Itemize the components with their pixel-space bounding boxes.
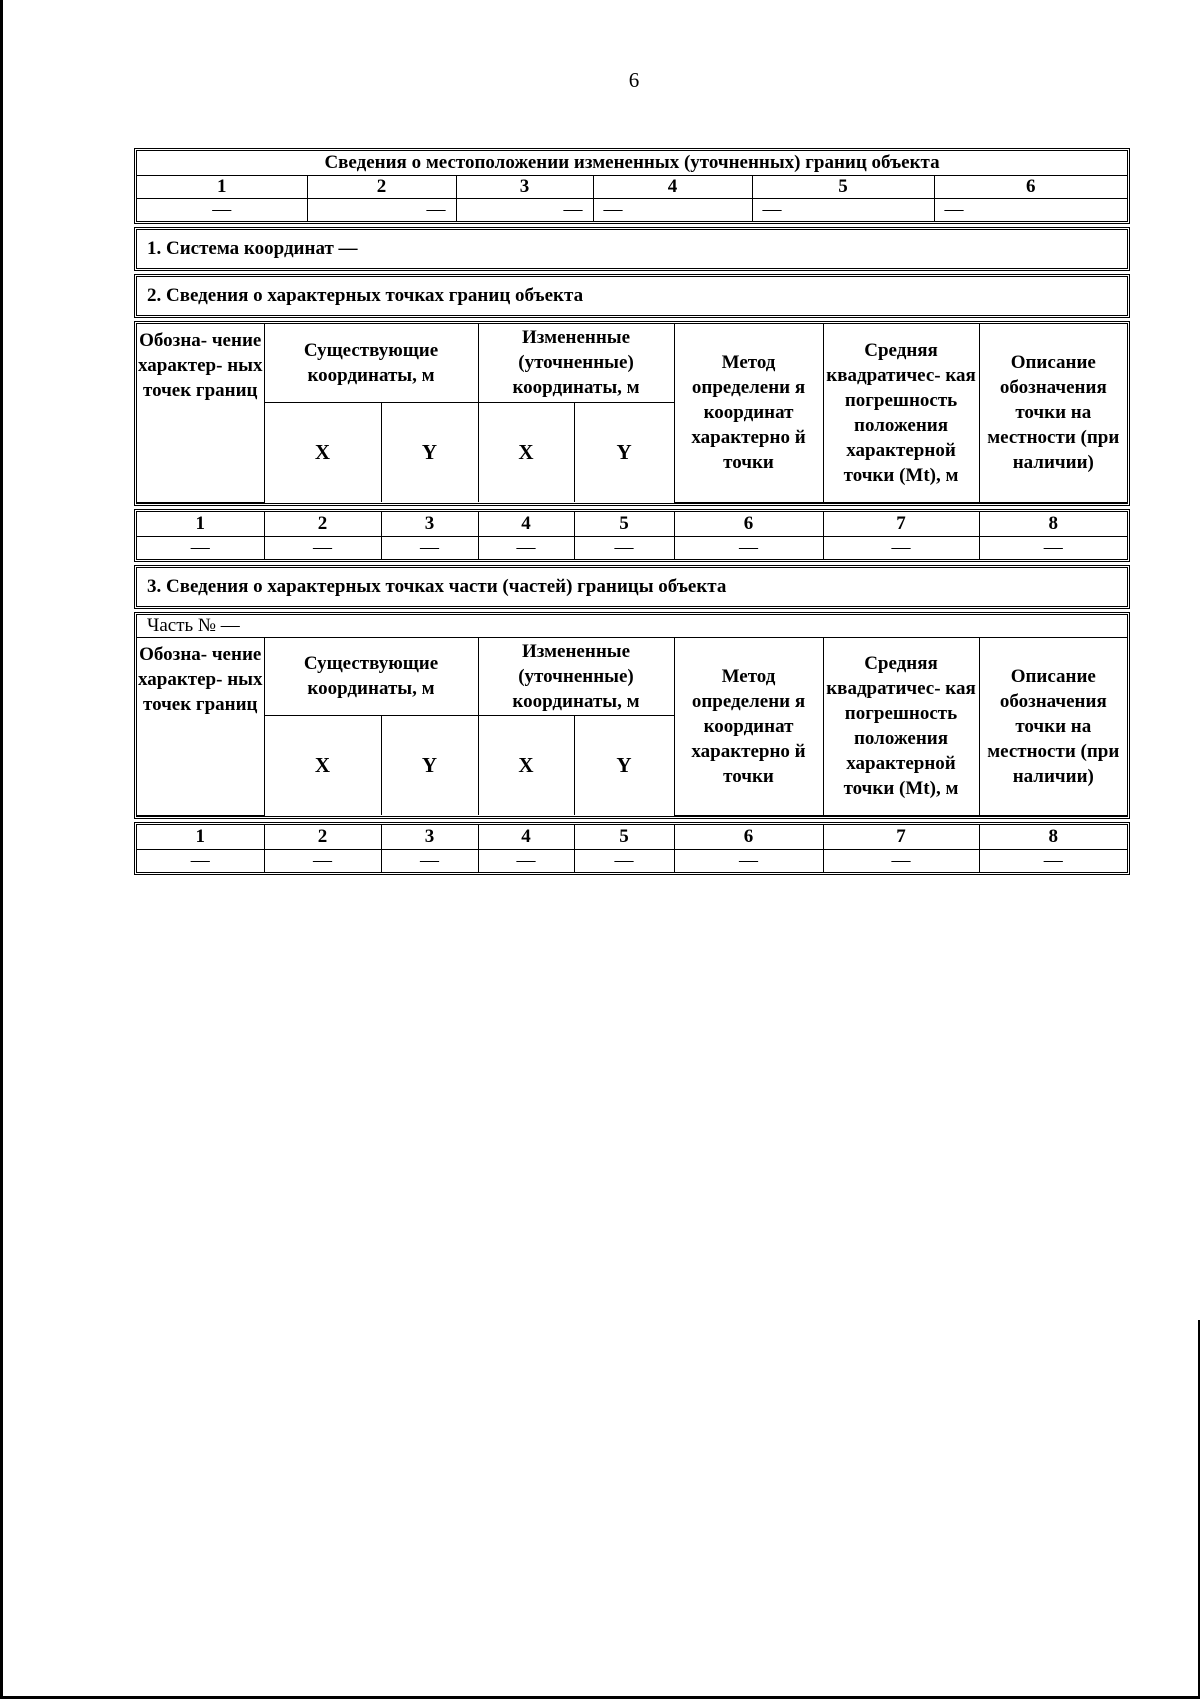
table-cell: — [823, 536, 979, 559]
col-number: 3 [456, 176, 593, 199]
col-number: 8 [979, 512, 1127, 537]
header-changed-coordinates: Измененные (уточненные) координаты, м [478, 324, 674, 402]
section-2-column-numbers [137, 512, 1127, 537]
table-cell: — [674, 849, 823, 872]
col-number: 3 [381, 825, 478, 850]
section-2-block [134, 274, 1130, 318]
scan-edge-left [0, 0, 3, 1699]
header-mean-square-error: Средняя квадратичес- кая погрешность положения характерной точки (Mt), м [823, 324, 979, 502]
section-3-table-block [134, 612, 1130, 819]
table-row [137, 536, 1127, 559]
section-2-table-block [134, 321, 1130, 506]
header-existing-coordinates: Существующие координаты, м [264, 637, 478, 715]
header-existing-coordinates: Существующие координаты, м [264, 324, 478, 402]
header-method: Метод определени я координат характерно й точки [674, 637, 823, 815]
col-number: 1 [137, 825, 264, 850]
table-row [137, 199, 1127, 222]
col-number: 6 [934, 176, 1127, 199]
table-cell: — [478, 849, 574, 872]
table-cell: — [574, 849, 674, 872]
table-cell: — [137, 536, 264, 559]
table-cell: — [752, 199, 934, 222]
header-designation: Обозна- чение характер- ных точек границ [137, 637, 264, 815]
col-number: 2 [307, 176, 456, 199]
header-changed-y: Y [574, 402, 674, 502]
col-number: 3 [381, 512, 478, 537]
section-3-block [134, 565, 1130, 609]
part-label: Часть № — [137, 615, 1127, 638]
col-number: 7 [823, 825, 979, 850]
section-2-table [137, 324, 1127, 503]
boundary-info-block [134, 148, 1130, 224]
section-2-data-block [134, 509, 1130, 562]
header-changed-x: X [478, 402, 574, 502]
header-existing-x: X [264, 402, 381, 502]
table-cell: — [823, 849, 979, 872]
header-mean-square-error: Средняя квадратичес- кая погрешность положения характерной точки (Mt), м [823, 637, 979, 815]
col-number: 6 [674, 825, 823, 850]
col-number: 2 [264, 512, 381, 537]
col-number: 1 [137, 512, 264, 537]
boundary-info-column-numbers [137, 176, 1127, 199]
col-number: 6 [674, 512, 823, 537]
table-cell: — [674, 536, 823, 559]
section-3-table [137, 615, 1127, 816]
header-existing-x: X [264, 715, 381, 815]
table-cell: — [137, 849, 264, 872]
table-cell: — [307, 199, 456, 222]
section-3-column-numbers [137, 825, 1127, 850]
header-description: Описание обозначения точки на местности (при наличии) [979, 637, 1127, 815]
table-cell: — [264, 536, 381, 559]
col-number: 4 [478, 825, 574, 850]
boundary-info-title: Сведения о местоположении измененных (уточненных) границ объекта [137, 151, 1127, 176]
table-cell: — [593, 199, 752, 222]
col-number: 7 [823, 512, 979, 537]
header-changed-coordinates: Измененные (уточненные) координаты, м [478, 637, 674, 715]
table-cell: — [478, 536, 574, 559]
table-cell: — [456, 199, 593, 222]
table-row [137, 849, 1127, 872]
table-cell: — [979, 536, 1127, 559]
header-description: Описание обозначения точки на местности (при наличии) [979, 324, 1127, 502]
header-method: Метод определени я координат характерно й точки [674, 324, 823, 502]
header-existing-y: Y [381, 715, 478, 815]
col-number: 8 [979, 825, 1127, 850]
section-1-title: 1. Система координат — [147, 238, 358, 259]
table-cell: — [381, 849, 478, 872]
table-cell: — [381, 536, 478, 559]
section-3-data-table [137, 825, 1127, 872]
table-cell: — [979, 849, 1127, 872]
col-number: 5 [752, 176, 934, 199]
section-2-data-table [137, 512, 1127, 559]
table-cell: — [264, 849, 381, 872]
header-changed-x: X [478, 715, 574, 815]
section-2-title: 2. Сведения о характерных точках границ объекта [147, 285, 584, 306]
section-3-data-block [134, 822, 1130, 875]
table-cell: — [934, 199, 1127, 222]
document-tables [134, 148, 1130, 878]
table-cell: — [137, 199, 307, 222]
page-number: 6 [628, 68, 640, 92]
section-1-block [134, 227, 1130, 271]
header-changed-y: Y [574, 715, 674, 815]
col-number: 2 [264, 825, 381, 850]
header-existing-y: Y [381, 402, 478, 502]
section-3-title: 3. Сведения о характерных точках части (частей) границы объекта [147, 575, 727, 597]
col-number: 1 [137, 176, 307, 199]
col-number: 5 [574, 512, 674, 537]
col-number: 4 [478, 512, 574, 537]
col-number: 5 [574, 825, 674, 850]
col-number: 4 [593, 176, 752, 199]
boundary-info-table [137, 151, 1127, 221]
header-designation: Обозна- чение характер- ных точек границ [137, 324, 264, 502]
table-cell: — [574, 536, 674, 559]
